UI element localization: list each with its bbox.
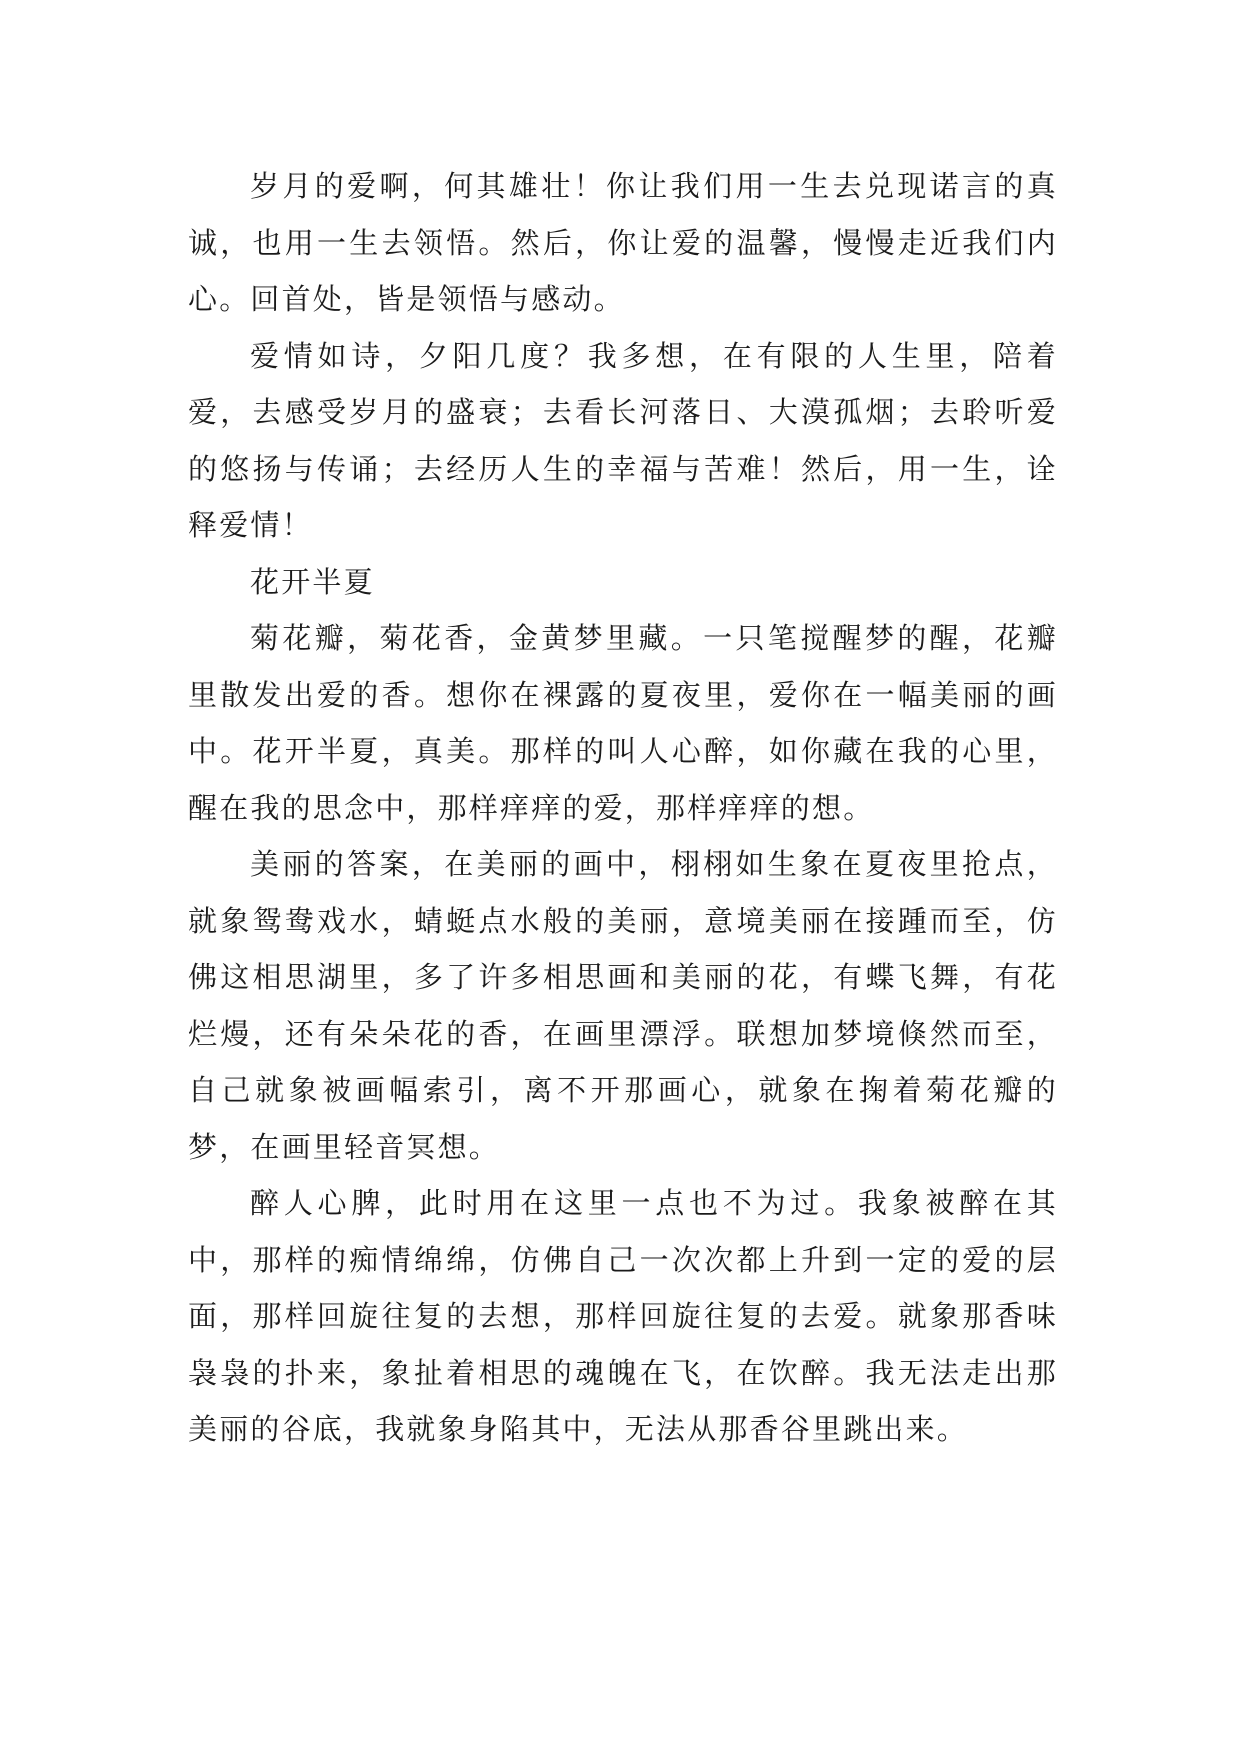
document-body xyxy=(188,158,1058,1458)
paragraph-1: 岁月的爱啊，何其雄壮！你让我们用一生去兑现诺言的真诚，也用一生去领悟。然后，你让爱的温馨，慢慢走近我们内心。回首处，皆是领悟与感动。 xyxy=(188,169,1058,316)
paragraph-4: 美丽的答案，在美丽的画中，栩栩如生象在夏夜里抢点，就象鸳鸯戏水，蜻蜓点水般的美丽，意境美丽在接踵而至，仿佛这相思湖里，多了许多相思画和美丽的花，有蝶飞舞，有花烂熳，还有朵朵花的香，在画里漂浮。联想加梦境倏然而至，自己就象被画幅索引，离不开那画心，就象在掬着菊花瓣的梦，在画里轻音冥想。 xyxy=(188,847,1058,1164)
paragraph-2: 爱情如诗，夕阳几度？我多想，在有限的人生里，陪着爱，去感受岁月的盛衰；去看长河落日、大漠孤烟；去聆听爱的悠扬与传诵；去经历人生的幸福与苦难！然后，用一生，诠释爱情！ xyxy=(188,338,1058,542)
paragraph-3: 菊花瓣，菊花香，金黄梦里藏。一只笔搅醒梦的醒，花瓣里散发出爱的香。想你在裸露的夏夜里，爱你在一幅美丽的画中。花开半夏，真美。那样的叫人心醉，如你藏在我的心里，醒在我的思念中，那样痒痒的爱，那样痒痒的想。 xyxy=(188,621,1058,825)
section-heading: 花开半夏 xyxy=(250,564,375,599)
paragraph-5: 醉人心脾，此时用在这里一点也不为过。我象被醉在其中，那样的痴情绵绵，仿佛自己一次次都上升到一定的爱的层面，那样回旋往复的去想，那样回旋往复的去爱。就象那香味袅袅的扑来，象扯着相思的魂魄在飞，在饮醉。我无法走出那美丽的谷底，我就象身陷其中，无法从那香谷里跳出来。 xyxy=(188,1186,1058,1446)
